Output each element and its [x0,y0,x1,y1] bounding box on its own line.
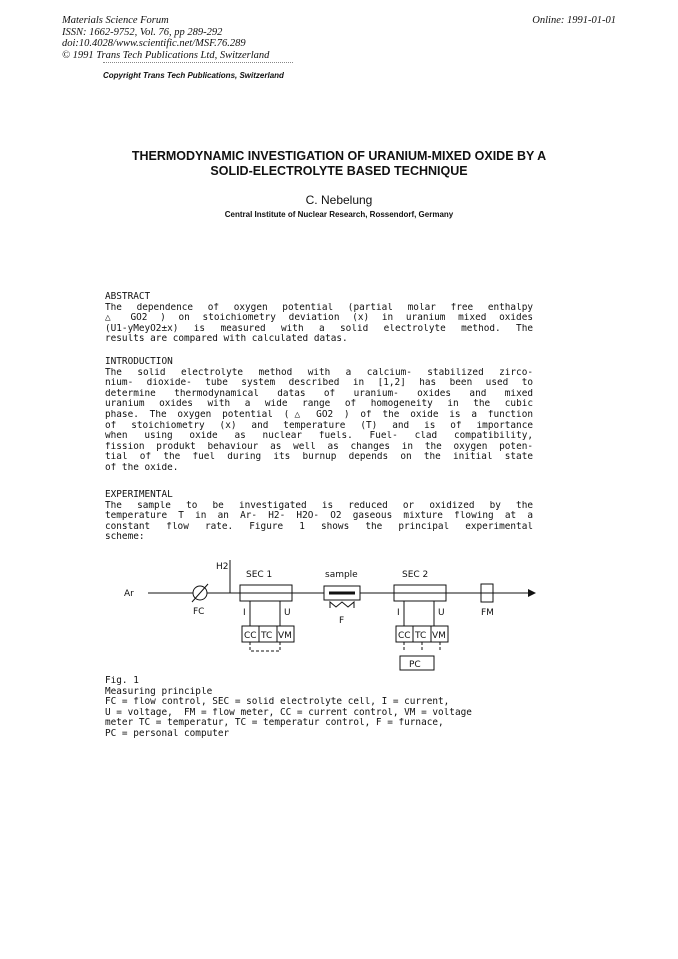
author: C. Nebelung [305,193,373,207]
online-date: Online: 1991-01-01 [532,15,616,26]
label-ar: Ar [124,589,134,599]
experimental-line: scheme: [105,532,145,543]
caption-line: Fig. 1 [105,676,139,686]
experimental-line: constant flow rate. Figure 1 shows the principal experimental [105,521,533,532]
abstract-line: (U1-yMeyO2±x) is measured with a solid electrolyte method. The [105,323,533,334]
figure-caption [105,676,533,740]
label-sec2: SEC 2 [402,570,429,580]
section-heading: INTRODUCTION [105,357,173,367]
label-sample: sample [325,570,358,580]
label-vm1: VM [278,631,292,641]
intro-line: when using oxide as nuclear fuels. Fuel- clad compatibility, [105,431,533,442]
label-vm2: VM [432,631,446,641]
experimental-section [105,490,533,543]
intro-line: uranium oxides with a wide range of homogeneity in the cubic [105,399,533,410]
label-cc2: CC [398,631,411,641]
section-heading: ABSTRACT [105,292,151,302]
abstract-line: The dependence of oxygen potential (partial molar free enthalpy [105,302,533,313]
intro-line: of the oxide. [105,462,179,473]
journal-info [62,15,269,61]
caption-line: PC = personal computer [105,728,230,739]
experimental-line: temperature T in an Ar- H2- H2O- O2 gaseous mixture flowing at a [105,511,533,522]
caption-line: Measuring principle [105,686,213,697]
intro-line: fission produkt behaviour as well as changes in the oxygen poten- [105,441,533,452]
furnace-icon [330,602,354,608]
abstract-section [105,292,533,345]
journal-copyright: © 1991 Trans Tech Publications Ltd, Switzerland [62,49,270,61]
publisher-copyright: Copyright Trans Tech Publications, Switzerland [103,71,284,80]
journal-name: Materials Science Forum [62,15,169,26]
intro-line: of stoichiometry (x) and temperature (T) and is of importance [105,420,533,431]
caption-line: FC = flow control, SEC = solid electrolyte cell, I = current, [105,697,450,708]
label-fm: FM [481,608,494,618]
label-i2: I [397,608,400,618]
label-sec1: SEC 1 [246,570,273,580]
label-u1: U [284,608,291,618]
sec1-dashed-link [250,642,280,651]
caption-line: meter TC = temperatur, TC = temperatur control, F = furnace, [105,718,444,729]
measuring-principle-diagram [118,556,538,676]
intro-line: The solid electrolyte method with a calcium- stabilized zirco- [105,367,533,378]
label-i1: I [243,608,246,618]
title-line: THERMODYNAMIC INVESTIGATION OF URANIUM-MIXED OXIDE BY A [131,149,547,163]
label-tc1: TC [261,631,273,641]
label-tc2: TC [415,631,427,641]
affiliation: Central Institute of Nuclear Research, Rossendorf, Germany [224,210,454,219]
label-cc1: CC [244,631,257,641]
intro-line: determine thermodynamical datas of uranium- oxides and mixed [105,388,533,399]
intro-line: phase. The oxygen potential (△ GO2 ) of the oxide is a function [105,409,533,420]
flow-arrow-icon [528,589,536,597]
experimental-line: The sample to be investigated is reduced or oxidized by the [105,500,533,511]
title-line: SOLID-ELECTROLYTE BASED TECHNIQUE [210,164,468,178]
label-h2: H2 [216,562,229,572]
journal-issn: ISSN: 1662-9752, Vol. 76, pp 289-292 [62,26,223,38]
abstract-line: △ GO2 ) on stoichiometry deviation (x) in uranium mixed oxides [105,313,533,324]
header-rule [103,62,293,63]
intro-line: nium- dioxide- tube system described in [1,2] has been used to [105,378,533,389]
label-pc: PC [409,660,421,670]
label-f: F [339,616,345,626]
intro-line: tial of the fuel during its burnup depends on the initial state [105,452,533,463]
introduction-section [105,357,533,474]
label-fc: FC [193,607,205,617]
caption-line: U = voltage, FM = flow meter, CC = current control, VM = voltage [105,707,472,718]
journal-doi: doi:10.4028/www.scientific.net/MSF.76.289 [62,38,246,49]
sec2-dashed-link [404,642,440,650]
section-heading: EXPERIMENTAL [105,490,173,500]
abstract-line: results are compared with calculated datas. [105,334,348,345]
paper-title [70,149,608,179]
label-u2: U [438,608,445,618]
